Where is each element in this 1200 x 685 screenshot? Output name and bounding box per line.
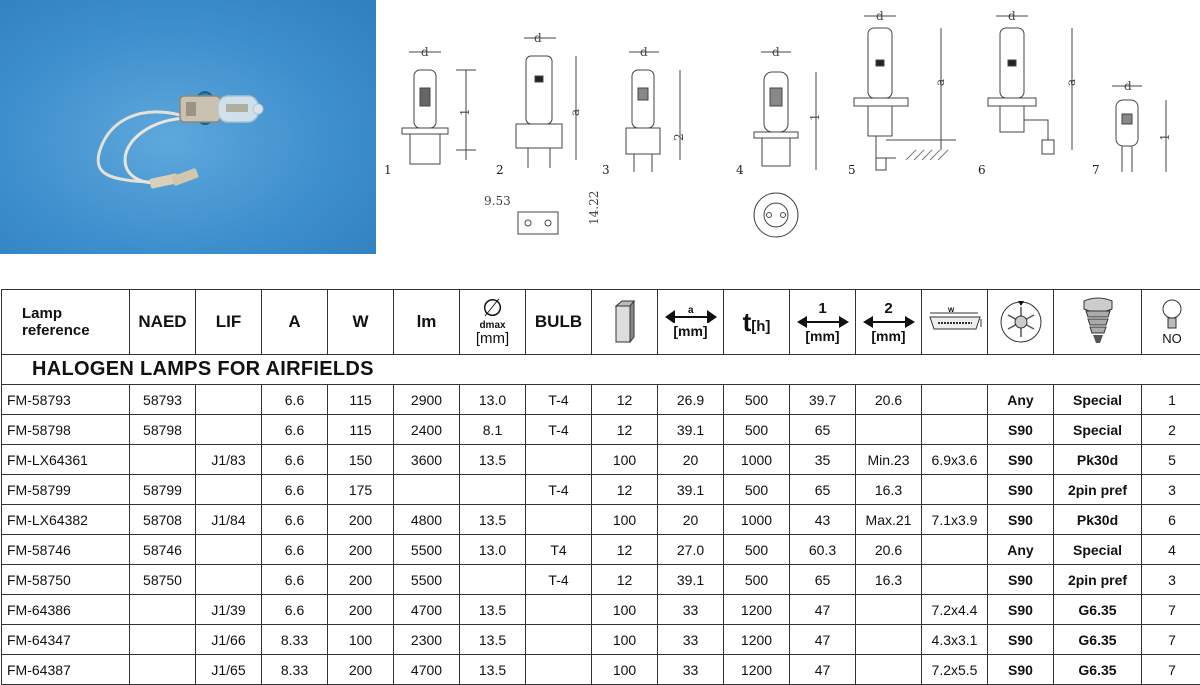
lamp-drawing-3 bbox=[602, 45, 686, 177]
lif-cell: J1/66 bbox=[196, 625, 262, 655]
dimension-2-cell: Max.21 bbox=[856, 505, 922, 535]
package-qty-cell: 100 bbox=[592, 655, 658, 685]
watts-cell: 115 bbox=[328, 385, 394, 415]
double-arrow-icon bbox=[795, 316, 851, 328]
package-qty-cell: 12 bbox=[592, 535, 658, 565]
lumens-cell: 2400 bbox=[394, 415, 460, 445]
filament-cell bbox=[922, 415, 988, 445]
base-type-cell: Special bbox=[1054, 415, 1142, 445]
table-header-row bbox=[2, 290, 1200, 355]
lumens-cell: 4700 bbox=[394, 655, 460, 685]
filament-cell: 7.1x3.9 bbox=[922, 505, 988, 535]
lif-cell: J1/83 bbox=[196, 445, 262, 475]
package-qty-cell: 100 bbox=[592, 595, 658, 625]
package-qty-cell: 12 bbox=[592, 385, 658, 415]
watts-cell: 200 bbox=[328, 595, 394, 625]
col-lif: LIF bbox=[196, 290, 262, 355]
col-watts: W bbox=[328, 290, 394, 355]
svg-text:a: a bbox=[568, 109, 582, 116]
drawing-label-7: 7 bbox=[1092, 163, 1100, 177]
dmax-cell: 13.5 bbox=[460, 655, 526, 685]
box-icon bbox=[614, 300, 636, 344]
col-dimension-2: 2 [mm] bbox=[856, 290, 922, 355]
a-dimension-cell: 20 bbox=[658, 445, 724, 475]
life-cell: 500 bbox=[724, 475, 790, 505]
bulb-cell bbox=[526, 505, 592, 535]
lumens-cell: 3600 bbox=[394, 445, 460, 475]
naed-cell bbox=[130, 595, 196, 625]
svg-text:a: a bbox=[1064, 79, 1078, 86]
a-dimension-cell: 33 bbox=[658, 625, 724, 655]
dim-d-label: d bbox=[421, 45, 429, 59]
bulb-cell: T4 bbox=[526, 535, 592, 565]
lumens-cell: 2900 bbox=[394, 385, 460, 415]
base-type-cell: 2pin pref bbox=[1054, 565, 1142, 595]
base-width-label: 9.53 bbox=[484, 194, 511, 208]
drawing-no-cell: 5 bbox=[1142, 445, 1200, 475]
col-burning-position bbox=[988, 290, 1054, 355]
dimension-2-cell: 20.6 bbox=[856, 535, 922, 565]
package-qty-cell: 12 bbox=[592, 565, 658, 595]
lumens-cell: 4800 bbox=[394, 505, 460, 535]
burning-position-cell: S90 bbox=[988, 415, 1054, 445]
package-qty-cell: 12 bbox=[592, 415, 658, 445]
lif-cell bbox=[196, 565, 262, 595]
dimension-2-cell bbox=[856, 625, 922, 655]
lamp-drawing-6 bbox=[978, 9, 1078, 177]
drawing-no-cell: 3 bbox=[1142, 475, 1200, 505]
bulb-cell: T-4 bbox=[526, 565, 592, 595]
dimension-1-cell: 65 bbox=[790, 565, 856, 595]
drawing-label-1: 1 bbox=[384, 163, 392, 177]
lamp-reference-cell: FM-64347 bbox=[2, 625, 130, 655]
col-lumens: lm bbox=[394, 290, 460, 355]
dimension-1-cell: 47 bbox=[790, 595, 856, 625]
halogen-lamp-photo-icon bbox=[0, 0, 376, 254]
lamp-reference-cell: FM-64387 bbox=[2, 655, 130, 685]
naed-cell bbox=[130, 655, 196, 685]
svg-text:d: d bbox=[534, 31, 542, 45]
svg-text:a: a bbox=[688, 305, 694, 316]
double-arrow-icon bbox=[861, 316, 917, 328]
naed-cell: 58798 bbox=[130, 415, 196, 445]
package-qty-cell: 100 bbox=[592, 445, 658, 475]
lif-cell: J1/84 bbox=[196, 505, 262, 535]
svg-text:d: d bbox=[1008, 9, 1016, 23]
bulb-cell bbox=[526, 655, 592, 685]
drawing-label-6: 6 bbox=[978, 163, 986, 177]
package-qty-cell: 100 bbox=[592, 505, 658, 535]
base-type-cell: Special bbox=[1054, 385, 1142, 415]
col-filament-size bbox=[922, 290, 988, 355]
base-type-cell: Pk30d bbox=[1054, 505, 1142, 535]
amps-cell: 6.6 bbox=[262, 535, 328, 565]
burning-position-cell: S90 bbox=[988, 475, 1054, 505]
filament-cell: 6.9x3.6 bbox=[922, 445, 988, 475]
watts-cell: 115 bbox=[328, 415, 394, 445]
burning-position-cell: Any bbox=[988, 385, 1054, 415]
dmax-cell: 13.5 bbox=[460, 505, 526, 535]
lif-cell bbox=[196, 475, 262, 505]
col-package-qty bbox=[592, 290, 658, 355]
dimension-1-cell: 43 bbox=[790, 505, 856, 535]
technical-drawings bbox=[376, 0, 1200, 270]
life-cell: 500 bbox=[724, 385, 790, 415]
svg-text:a: a bbox=[933, 79, 947, 86]
burning-position-icon bbox=[996, 297, 1046, 347]
dim-1-label: 1 bbox=[458, 108, 472, 116]
dimension-1-cell: 65 bbox=[790, 415, 856, 445]
drawing-no-cell: 7 bbox=[1142, 625, 1200, 655]
lamp-drawing-1 bbox=[384, 45, 476, 177]
svg-text:1: 1 bbox=[1158, 133, 1172, 141]
dimension-2-cell bbox=[856, 595, 922, 625]
col-drawing-no: NO bbox=[1142, 290, 1200, 355]
burning-position-cell: Any bbox=[988, 535, 1054, 565]
life-cell: 500 bbox=[724, 565, 790, 595]
svg-text:d: d bbox=[640, 45, 648, 59]
table-row bbox=[2, 625, 1200, 655]
lumens-cell: 5500 bbox=[394, 565, 460, 595]
filament-cell bbox=[922, 535, 988, 565]
bulb-cell: T-4 bbox=[526, 415, 592, 445]
dmax-cell bbox=[460, 565, 526, 595]
life-cell: 1200 bbox=[724, 595, 790, 625]
burning-position-cell: S90 bbox=[988, 625, 1054, 655]
bulb-cell: T-4 bbox=[526, 385, 592, 415]
base-height-label: 14.22 bbox=[587, 191, 601, 225]
burning-position-cell: S90 bbox=[988, 655, 1054, 685]
watts-cell: 100 bbox=[328, 625, 394, 655]
table-row bbox=[2, 415, 1200, 445]
burning-position-cell: S90 bbox=[988, 595, 1054, 625]
life-cell: 500 bbox=[724, 415, 790, 445]
dmax-cell bbox=[460, 475, 526, 505]
naed-cell: 58708 bbox=[130, 505, 196, 535]
dimension-2-cell bbox=[856, 655, 922, 685]
lamp-drawing-4 bbox=[736, 45, 822, 237]
col-base-type bbox=[1054, 290, 1142, 355]
lamp-reference-cell: FM-58798 bbox=[2, 415, 130, 445]
filament-cell bbox=[922, 475, 988, 505]
amps-cell: 6.6 bbox=[262, 595, 328, 625]
drawing-no-cell: 7 bbox=[1142, 655, 1200, 685]
a-dimension-cell: 20 bbox=[658, 505, 724, 535]
svg-text:2: 2 bbox=[672, 133, 686, 141]
package-qty-cell: 12 bbox=[592, 475, 658, 505]
lumens-cell: 4700 bbox=[394, 595, 460, 625]
lumens-cell bbox=[394, 475, 460, 505]
table-row bbox=[2, 595, 1200, 625]
filament-cell: 7.2x4.4 bbox=[922, 595, 988, 625]
life-cell: 500 bbox=[724, 535, 790, 565]
base-type-cell: Special bbox=[1054, 535, 1142, 565]
watts-cell: 200 bbox=[328, 505, 394, 535]
halogen-lamp-spec-table bbox=[1, 289, 1200, 685]
naed-cell: 58793 bbox=[130, 385, 196, 415]
lamp-drawing-2 bbox=[484, 31, 601, 234]
a-dimension-cell: 39.1 bbox=[658, 565, 724, 595]
watts-cell: 150 bbox=[328, 445, 394, 475]
dimension-1-cell: 35 bbox=[790, 445, 856, 475]
col-amps: A bbox=[262, 290, 328, 355]
svg-text:d: d bbox=[876, 9, 884, 23]
base-type-cell: G6.35 bbox=[1054, 625, 1142, 655]
table-body bbox=[2, 385, 1200, 685]
lamp-reference-cell: FM-58750 bbox=[2, 565, 130, 595]
life-cell: 1200 bbox=[724, 625, 790, 655]
drawing-no-cell: 4 bbox=[1142, 535, 1200, 565]
naed-cell: 58746 bbox=[130, 535, 196, 565]
base-type-cell: G6.35 bbox=[1054, 595, 1142, 625]
drawing-no-cell: 3 bbox=[1142, 565, 1200, 595]
amps-cell: 6.6 bbox=[262, 475, 328, 505]
dimension-2-cell bbox=[856, 415, 922, 445]
light-bulb-icon bbox=[1160, 298, 1184, 332]
product-photo bbox=[0, 0, 376, 254]
burning-position-cell: S90 bbox=[988, 565, 1054, 595]
dmax-cell: 13.0 bbox=[460, 535, 526, 565]
a-dimension-cell: 33 bbox=[658, 595, 724, 625]
dmax-cell: 13.5 bbox=[460, 595, 526, 625]
watts-cell: 175 bbox=[328, 475, 394, 505]
col-dmax: ∅ dmax [mm] bbox=[460, 290, 526, 355]
a-dimension-cell: 33 bbox=[658, 655, 724, 685]
burning-position-cell: S90 bbox=[988, 505, 1054, 535]
lamp-reference-cell: FM-LX64361 bbox=[2, 445, 130, 475]
amps-cell: 6.6 bbox=[262, 565, 328, 595]
amps-cell: 6.6 bbox=[262, 445, 328, 475]
table-row bbox=[2, 385, 1200, 415]
lamp-drawing-5 bbox=[848, 9, 956, 177]
lamp-reference-cell: FM-58799 bbox=[2, 475, 130, 505]
lamp-drawing-7 bbox=[1092, 79, 1172, 177]
dimension-2-cell: Min.23 bbox=[856, 445, 922, 475]
naed-cell: 58799 bbox=[130, 475, 196, 505]
table-row bbox=[2, 505, 1200, 535]
table-row bbox=[2, 655, 1200, 685]
col-lamp-reference: Lamp reference bbox=[2, 290, 130, 355]
table-row bbox=[2, 445, 1200, 475]
lumens-cell: 2300 bbox=[394, 625, 460, 655]
bulb-cell bbox=[526, 625, 592, 655]
drawing-label-2: 2 bbox=[496, 163, 504, 177]
lamp-base-icon bbox=[1078, 297, 1118, 347]
package-qty-cell: 100 bbox=[592, 625, 658, 655]
a-dimension-cell: 39.1 bbox=[658, 475, 724, 505]
lif-cell bbox=[196, 535, 262, 565]
section-title: HALOGEN LAMPS FOR AIRFIELDS bbox=[2, 355, 1200, 385]
lif-cell bbox=[196, 385, 262, 415]
a-dimension-cell: 27.0 bbox=[658, 535, 724, 565]
amps-cell: 8.33 bbox=[262, 655, 328, 685]
amps-cell: 6.6 bbox=[262, 415, 328, 445]
naed-cell bbox=[130, 625, 196, 655]
bulb-cell bbox=[526, 445, 592, 475]
svg-text:d: d bbox=[1124, 79, 1132, 93]
lumens-cell: 5500 bbox=[394, 535, 460, 565]
a-dimension-cell: 26.9 bbox=[658, 385, 724, 415]
life-cell: 1000 bbox=[724, 505, 790, 535]
col-naed: NAED bbox=[130, 290, 196, 355]
col-a-dimension: a [mm] bbox=[658, 290, 724, 355]
svg-text:w: w bbox=[947, 305, 955, 314]
dimension-2-cell: 20.6 bbox=[856, 385, 922, 415]
table-row bbox=[2, 565, 1200, 595]
base-type-cell: Pk30d bbox=[1054, 445, 1142, 475]
base-type-cell: G6.35 bbox=[1054, 655, 1142, 685]
table-row bbox=[2, 535, 1200, 565]
bulb-cell: T-4 bbox=[526, 475, 592, 505]
double-arrow-icon bbox=[663, 305, 719, 323]
watts-cell: 200 bbox=[328, 535, 394, 565]
lif-cell: J1/65 bbox=[196, 655, 262, 685]
filament-cell bbox=[922, 385, 988, 415]
dimension-2-cell: 16.3 bbox=[856, 565, 922, 595]
filament-cell: 4.3x3.1 bbox=[922, 625, 988, 655]
dimension-1-cell: 65 bbox=[790, 475, 856, 505]
lamp-reference-cell: FM-64386 bbox=[2, 595, 130, 625]
dimension-1-cell: 39.7 bbox=[790, 385, 856, 415]
a-dimension-cell: 39.1 bbox=[658, 415, 724, 445]
dimension-1-cell: 60.3 bbox=[790, 535, 856, 565]
dmax-cell: 8.1 bbox=[460, 415, 526, 445]
amps-cell: 8.33 bbox=[262, 625, 328, 655]
naed-cell: 58750 bbox=[130, 565, 196, 595]
dimension-1-cell: 47 bbox=[790, 655, 856, 685]
dimension-1-cell: 47 bbox=[790, 625, 856, 655]
col-life-hours: t[h] bbox=[724, 290, 790, 355]
col-dimension-1: 1 [mm] bbox=[790, 290, 856, 355]
lif-cell: J1/39 bbox=[196, 595, 262, 625]
dimension-2-cell: 16.3 bbox=[856, 475, 922, 505]
dmax-cell: 13.0 bbox=[460, 385, 526, 415]
filament-cell bbox=[922, 565, 988, 595]
lamp-reference-cell: FM-58793 bbox=[2, 385, 130, 415]
drawing-label-4: 4 bbox=[736, 163, 744, 177]
drawing-no-cell: 7 bbox=[1142, 595, 1200, 625]
naed-cell bbox=[130, 445, 196, 475]
watts-cell: 200 bbox=[328, 655, 394, 685]
drawing-no-cell: 6 bbox=[1142, 505, 1200, 535]
amps-cell: 6.6 bbox=[262, 505, 328, 535]
life-cell: 1000 bbox=[724, 445, 790, 475]
base-type-cell: 2pin pref bbox=[1054, 475, 1142, 505]
bulb-cell bbox=[526, 595, 592, 625]
amps-cell: 6.6 bbox=[262, 385, 328, 415]
lamp-reference-cell: FM-58746 bbox=[2, 535, 130, 565]
drawing-label-3: 3 bbox=[602, 163, 610, 177]
dmax-cell: 13.5 bbox=[460, 445, 526, 475]
burning-position-cell: S90 bbox=[988, 445, 1054, 475]
svg-text:d: d bbox=[772, 45, 780, 59]
filament-icon bbox=[926, 305, 984, 339]
table-row bbox=[2, 475, 1200, 505]
svg-text:1: 1 bbox=[808, 113, 822, 121]
dmax-cell: 13.5 bbox=[460, 625, 526, 655]
section-title-row bbox=[2, 355, 1200, 385]
drawing-no-cell: 1 bbox=[1142, 385, 1200, 415]
drawing-label-5: 5 bbox=[848, 163, 856, 177]
drawing-no-cell: 2 bbox=[1142, 415, 1200, 445]
col-bulb: BULB bbox=[526, 290, 592, 355]
life-cell: 1200 bbox=[724, 655, 790, 685]
watts-cell: 200 bbox=[328, 565, 394, 595]
lamp-reference-cell: FM-LX64382 bbox=[2, 505, 130, 535]
lif-cell bbox=[196, 415, 262, 445]
filament-cell: 7.2x5.5 bbox=[922, 655, 988, 685]
